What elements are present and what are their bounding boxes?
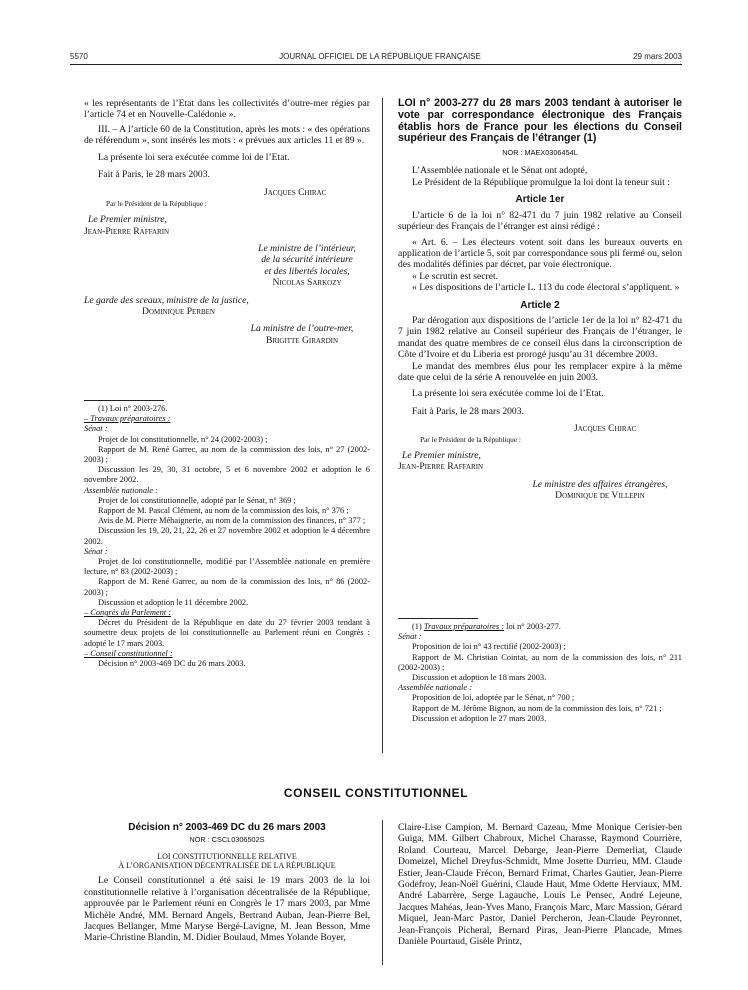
paragraph: « Le scrutin est secret. — [412, 270, 499, 282]
footnote-line: Avis de M. Pierre Méhaignerie, au nom de la commission des finances, n° 377 ; — [98, 516, 366, 526]
paragraph: Le mandat des membres élus pour les remplacer expire à la même date que celui de la série A renouvelée en juin 2003. — [398, 360, 682, 383]
footnote-line: Discussion et adoption le 27 mars 2003. — [412, 713, 547, 723]
article-heading: Article 1er — [515, 194, 565, 206]
header-rule — [70, 64, 682, 65]
paragraph: Claire-Lise Campion, M. Bernard Cazeau, Mme Monique Cerisier-ben Guiga, MM. Gilbert Chabroux, Michel Charasse, Raymond Courrière, Roland Courteau, Marcel Debarge, Jean-Pierre Demerliat, Claude Domeizel, Michel Dreyfus-Schmidt, Mme Josette Durrieu, MM. Claude Estier, Jean-Claude Frécon, Bernard Frimat, Charles Gautier, Jean-Pierre Godefroy, Jean-Noël Guérini, Claude Haut, Mme Odette Herviaux, MM. André Labarrère, Serge Lagauche, Louis Le Pensec, André Lejeune, Jacques Mahéas, Jean-Yves Mano, François Marc, Marc Massion, Gérard Miquel, Jean-Marc Pastor, Daniel Percheron, Jean-Claude Peyronnet, Jean-François Picheral, Bernard Piras, Jean-Pierre Plancade, Mmes Danièle Pourtaud, Gisèle Printz, — [398, 822, 682, 948]
footnote-line: Rapport de M. Christian Cointat, au nom de la commission des lois, n° 211 (2002-2003) ; — [398, 652, 682, 672]
paragraph: La présente loi sera exécutée comme loi de l’Etat. — [98, 151, 290, 163]
decision-subtitle: À L’ORGANISATION DÉCENTRALISÉE DE LA RÉPUBLIQUE — [118, 861, 336, 870]
decision-subtitle: LOI CONSTITUTIONNELLE RELATIVE — [157, 851, 297, 861]
right-footnotes — [398, 616, 682, 724]
footnote-line: Projet de loi constitutionnelle, n° 24 (2002-2003) ; — [98, 434, 268, 444]
law-title: LOI n° 2003-277 du 28 mars 2003 tendant à autoriser le vote par correspondance électronique des Français établis hors de France pour les élections du Conseil supérieur des Français de l’étranger (1) — [398, 97, 682, 145]
decision-title: Décision n° 2003-469 DC du 26 mars 2003 — [128, 822, 326, 833]
footnote-line: Discussion et adoption le 11 décembre 2002. — [98, 597, 249, 607]
paragraph: « Les dispositions de l’article L. 113 du code électoral s’appliquent. » — [412, 282, 680, 294]
nor-reference: NOR : CSCL0306502S — [189, 835, 265, 845]
footnote-line: Projet de loi constitutionnelle, modifié par l’Assemblée nationale en première lecture, n° 83 (2002-2003) ; — [84, 557, 370, 577]
paragraph: L’Assemblée nationale et le Sénat ont adopté, — [412, 165, 588, 177]
footnote-heading: Sénat : — [84, 546, 108, 556]
signature-name: Jean-Pierre Raffarin — [398, 461, 484, 473]
paragraph: Fait à Paris, le 28 mars 2003. — [98, 169, 210, 181]
signature-president: Jacques Chirac — [264, 187, 327, 199]
right-column — [398, 98, 682, 502]
footnote-line — [398, 622, 682, 632]
footnote-line: Rapport de M. Jérôme Bignon, au nom de la commission des lois, n° 721 ; — [412, 703, 662, 713]
paragraph: Fait à Paris, le 28 mars 2003. — [412, 405, 524, 417]
nor-reference: NOR : MAEX0306454L — [502, 148, 578, 158]
footnote-line: Rapport de M. René Garrec, au nom de la commission des lois, n° 27 (2002-2003) ; — [84, 444, 370, 465]
paragraph: « Art. 6. – Les électeurs votent soit dans les bureaux ouverts en application de l’article 5, soit par correspondance sous pli fermé ou, selon des modalités définies par décret, par voie électronique. — [398, 236, 682, 271]
footnote-line: Projet de loi constitutionnelle, adopté par le Sénat, n° 369 ; — [98, 495, 296, 505]
footnote-heading: Sénat : — [84, 424, 108, 434]
footnote-heading: Assemblée nationale : — [398, 683, 472, 693]
journal-title: JOURNAL OFFICIEL DE LA RÉPUBLIQUE FRANÇAISE — [279, 52, 481, 61]
footnote-heading: Assemblée nationale : — [84, 485, 158, 495]
signature-label: Par le Président de la République : — [420, 434, 521, 444]
footnote-line: Proposition de loi n° 43 rectifié (2002-2003) ; — [412, 642, 566, 652]
article-heading: Article 2 — [520, 299, 560, 311]
signature-president: Jacques Chirac — [574, 423, 637, 435]
footnote-line: Discussion les 19, 20, 21, 22, 26 et 27 novembre 2002 et adoption le 4 décembre 2002. — [84, 526, 370, 546]
left-column — [84, 98, 370, 346]
footnote-heading: Sénat : — [398, 632, 422, 642]
footnote-line: (1) Loi n° 2003-276. — [98, 404, 168, 413]
signature-title: Le ministre de l’intérieur, — [258, 242, 356, 254]
paragraph: III. – A l’article 60 de la Constitution, après les mots : « des opérations de référendum », sont insérés les mots : « prévues aux articles 11 et 89 ». — [84, 123, 370, 147]
footnote-line: Proposition de loi, adoptée par le Sénat, n° 700 ; — [412, 693, 575, 703]
decision-left-column — [84, 822, 370, 944]
issue-date: 29 mars 2003 — [633, 52, 682, 61]
paragraph: Par dérogation aux dispositions de l’article 1er de la loi n° 82-471 du 7 juin 1982 relative au Conseil supérieur des Français de l’étranger, le mandat des quatre membres de ce conseil élus dans la circonscription de Côte d’Ivoire et du Liberia est prorogé jusqu’au 31 décembre 2003. — [398, 314, 682, 361]
footnote-line: Rapport de M. Pascal Clément, au nom de la commission des lois, n° 376 ; — [98, 506, 349, 516]
footnote-heading: Travaux préparatoires : — [423, 622, 505, 631]
signature-name: Brigitte Girardin — [265, 334, 339, 346]
signature-title: de la sécurité intérieure — [261, 254, 353, 266]
signature-title: et des libertés locales, — [264, 265, 350, 277]
signature-label: Par le Président de la République : — [106, 198, 207, 208]
paragraph: « les représentants de l’Etat dans les collectivités d’outre-mer régies par l’article 74 et en Nouvelle-Calédonie ». — [84, 98, 370, 121]
footnote-rule — [84, 400, 164, 401]
signature-title: La ministre de l’outre-mer, — [250, 323, 354, 335]
signature-title: Le Premier ministre, — [88, 214, 167, 226]
footnote-line: Discussion les 29, 30, 31 octobre, 5 et 6 novembre 2002 et adoption le 6 novembre 2002. — [84, 465, 370, 485]
footnote-text: loi n° 2003-277. — [504, 622, 561, 631]
signature-name: Jean-Pierre Raffarin — [84, 225, 170, 237]
footnote-heading: – Congrès du Parlement : — [84, 608, 171, 618]
paragraph: La présente loi sera exécutée comme loi de l’Etat. — [412, 388, 604, 400]
footnote-line: Décret du Président de la République en date du 27 février 2003 tendant à soumettre deux projets de loi constitutionnelle au Parlement réuni en Congrès : adopté le 17 mars 2003. — [84, 618, 370, 648]
page-number: 5570 — [70, 52, 88, 61]
decision-right-column — [398, 822, 682, 947]
footnote-heading: – Conseil constitutionnel : — [84, 648, 173, 658]
signature-name: Dominique Perben — [142, 305, 215, 317]
paragraph: Le Président de la République promulgue la loi dont la teneur suit : — [412, 176, 670, 188]
footnote-line: Décision n° 2003-469 DC du 26 mars 2003. — [98, 659, 246, 669]
column-separator-bottom — [382, 820, 383, 965]
section-heading: CONSEIL CONSTITUTIONNEL — [283, 786, 469, 800]
signature-name: Nicolas Sarkozy — [272, 277, 342, 289]
signature-name: Dominique de Villepin — [555, 490, 645, 502]
footnote-line: Rapport de M. René Garrec, au nom de la commission des lois, n° 86 (2002-2003) ; — [84, 577, 370, 597]
signature-title: Le ministre des affaires étrangères, — [532, 478, 668, 490]
footnote-rule — [398, 618, 478, 619]
footnote-line: Discussion et adoption le 18 mars 2003. — [412, 673, 547, 683]
footnote-number: (1) — [412, 622, 424, 631]
paragraph: Le Conseil constitutionnel a été saisi le 19 mars 2003 de la loi constitutionnelle relative à l’organisation décentralisée de la République, approuvée par le Parlement réuni en Congrès le 17 mars 2003, par Mme Michèle André, MM. Bernard Angels, Bertrand Auban, Jean-Pierre Bel, Jacques Bellanger, Mme Maryse Bergé-Lavigne, M. Jean Besson, Mme Marie-Christine Blandin, M. Didier Boulaud, Mmes Yolande Boyer, — [84, 875, 370, 944]
signature-title: Le garde des sceaux, ministre de la justice, — [84, 294, 249, 306]
signature-title: Le Premier ministre, — [402, 449, 481, 461]
left-footnotes — [84, 398, 370, 669]
footnote-heading: – Travaux préparatoires : — [84, 414, 171, 424]
paragraph: L’article 6 de la loi n° 82-471 du 7 juin 1982 relative au Conseil supérieur des Français de l’étranger est ainsi rédigé : — [398, 209, 682, 233]
column-separator — [382, 98, 383, 753]
